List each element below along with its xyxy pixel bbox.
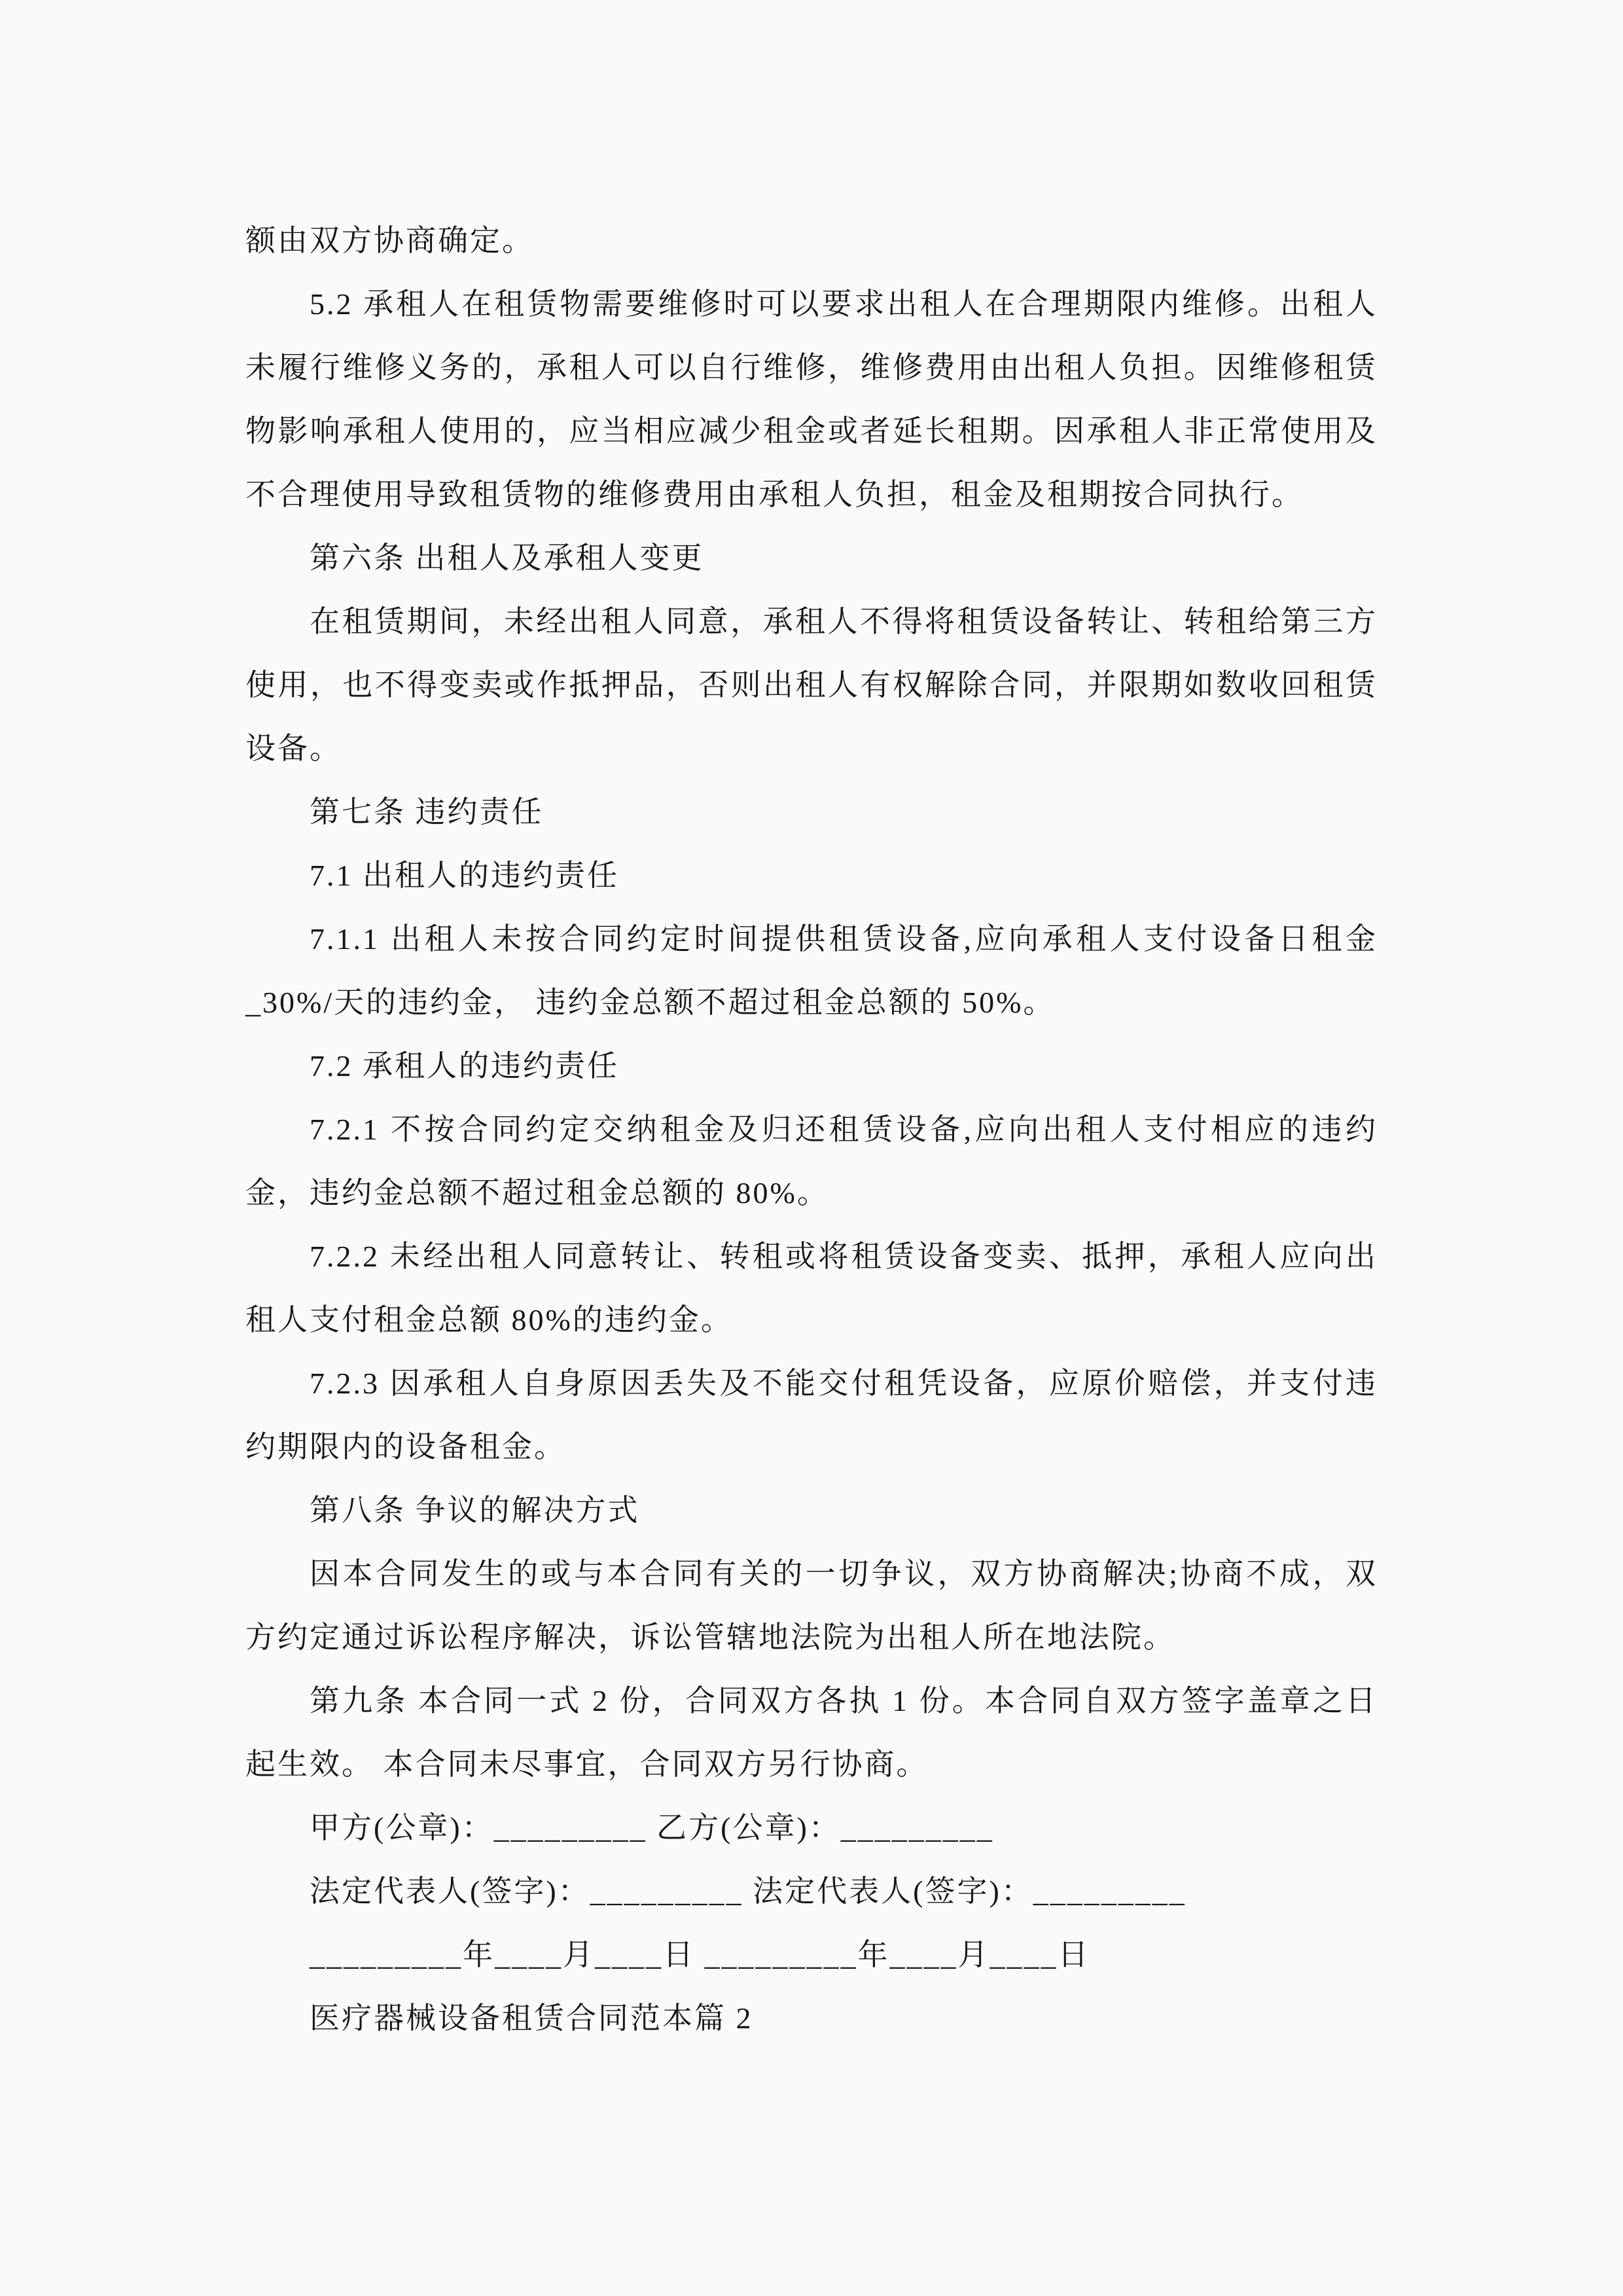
text-line: _30%/天的违约金， 违约金总额不超过租金总额的 50%。 [245, 986, 1056, 1019]
text-line: 第六条 出租人及承租人变更 [310, 541, 704, 575]
text-line: 5.2 承租人在租赁物需要维修时可以要求出租人在合理期限内维修。出租人 [310, 287, 1378, 321]
text-line: 金，违约金总额不超过租金总额的 80%。 [245, 1176, 829, 1210]
text-line: 额由双方协商确定。 [245, 224, 534, 257]
text-line: 物影响承租人使用的，应当相应减少租金或者延长租期。因承租人非正常使用及 [245, 414, 1378, 448]
text-line: 第八条 争议的解决方式 [310, 1494, 640, 1527]
text-line: 起生效。 本合同未尽事宜，合同双方另行协商。 [245, 1748, 929, 1781]
text-line: 设备。 [245, 732, 342, 765]
text-line: _________年____月____日 _________年____月____日 [310, 1938, 1090, 1971]
text-line: 约期限内的设备租金。 [245, 1430, 566, 1463]
text-line: 7.2.1 不按合同约定交纳租金及归还租赁设备,应向出租人支付相应的违约 [310, 1113, 1378, 1146]
text-line: 第七条 违约责任 [310, 795, 544, 829]
text-line: 7.2.3 因承租人自身原因丢失及不能交付租凭设备，应原价赔偿，并支付违 [310, 1367, 1378, 1400]
text-line: 使用，也不得变卖或作抵押品，否则出租人有权解除合同，并限期如数收回租赁 [245, 668, 1378, 702]
text-line: 7.2 承租人的违约责任 [310, 1049, 619, 1083]
text-line: 在租赁期间，未经出租人同意，承租人不得将租赁设备转让、转租给第三方 [310, 605, 1378, 638]
text-line: 因本合同发生的或与本合同有关的一切争议，双方协商解决;协商不成，双 [310, 1557, 1378, 1590]
text-line: 租人支付租金总额 80%的违约金。 [245, 1303, 733, 1336]
text-line: 不合理使用导致租赁物的维修费用由承租人负担，租金及租期按合同执行。 [245, 478, 1304, 511]
text-line: 法定代表人(签字)：_________ 法定代表人(签字)：_________ [310, 1874, 1186, 1908]
text-line: 未履行维修义务的，承租人可以自行维修，维修费用由出租人负担。因维修租赁 [245, 351, 1378, 384]
text-line: 医疗器械设备租赁合同范本篇 2 [310, 2001, 753, 2035]
text-line: 甲方(公章)：_________ 乙方(公章)：_________ [310, 1811, 994, 1844]
text-line: 方约定通过诉讼程序解决，诉讼管辖地法院为出租人所在地法院。 [245, 1621, 1175, 1654]
text-line: 第九条 本合同一式 2 份，合同双方各执 1 份。本合同自双方签字盖章之日 [310, 1684, 1378, 1717]
text-line: 7.1 出租人的违约责任 [310, 859, 619, 892]
text-line: 7.2.2 未经出租人同意转让、转租或将租赁设备变卖、抵押，承租人应向出 [310, 1240, 1378, 1273]
document-body [245, 209, 1378, 2050]
text-line: 7.1.1 出租人未按合同约定时间提供租赁设备,应向承租人支付设备日租金 [310, 922, 1378, 956]
